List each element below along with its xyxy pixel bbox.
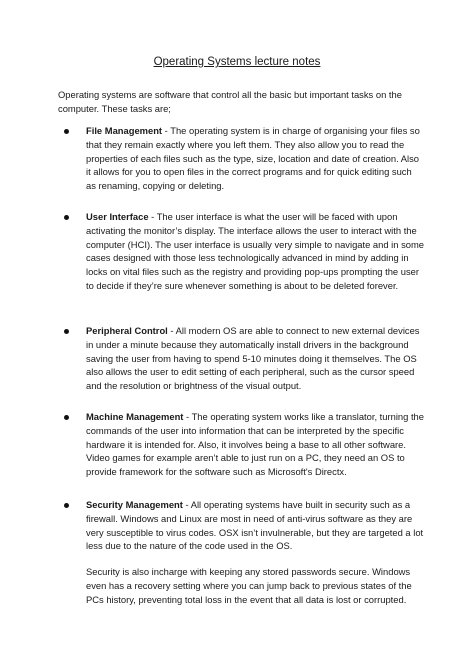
list-item-file-management xyxy=(64,124,424,193)
list-item-text xyxy=(86,498,424,553)
intro-paragraph: Operating systems are software that control all the basic but important tasks on the computer. These tasks are; xyxy=(58,89,402,114)
list-item-security-management xyxy=(64,498,424,607)
list-item-title: Peripheral Control xyxy=(86,325,168,336)
bullet-icon xyxy=(64,215,69,220)
list-item-body: - The user interface is what the user will be faced with upon activating the monitor’s display. The interface allows the user to interact with the computer (HCI). The user interface is usually very simple to navigate and in some cases designed with those less technologically advanced in mind by adding in locks on vital files such as the registry and providing pop-ups prompting the user to decide if they’re sure whenever something is about to be deleted forever. xyxy=(86,211,424,291)
list-item-title: User Interface xyxy=(86,211,149,222)
list-item-title: Machine Management xyxy=(86,411,184,422)
list-item-body: - The operating system works like a translator, turning the commands of the user into information that can be interpreted by the specific hardware it is intended for. Also, it involves being a base to all other software. Video games for example aren’t able to just run on a PC, they need an OS to provide framework for the software such as Microsoft's Directx. xyxy=(86,411,424,478)
page-title: Operating Systems lecture notes xyxy=(153,56,321,68)
bullet-icon xyxy=(64,415,69,420)
list-item-text xyxy=(86,410,424,479)
list-item-text xyxy=(86,210,424,293)
bullet-icon xyxy=(64,129,69,134)
list-item-machine-management xyxy=(64,410,424,479)
list-item-body: - The operating system is in charge of organising your files so that they remain exactly where you left them. They also allow you to read the properties of each files such as the type, size, location and date of creation. Also it allows for you to open files in the correct programs and for quick editing such as renaming, copying or deleting. xyxy=(86,125,420,192)
list-item-extra-paragraph: Security is also incharge with keeping any stored passwords secure. Windows even has a recovery setting where you can jump back to previous states of the PCs history, preventing total loss in the event that all data is lost or corrupted. xyxy=(86,566,412,605)
list-item-text xyxy=(86,324,424,393)
list-item-text xyxy=(86,124,424,193)
list-item-title: Security Management xyxy=(86,499,183,510)
list-item-body: - All operating systems have built in security such as a firewall. Windows and Linux are most in need of anti-virus software as they are very susceptible to virus codes. OSX isn’t invulnerable, but they are targeted a lot less due to the nature of the code used in the OS. xyxy=(86,499,424,552)
list-item-user-interface xyxy=(64,210,424,293)
bullet-icon xyxy=(64,329,69,334)
list-item-peripheral-control xyxy=(64,324,424,393)
bullet-icon xyxy=(64,503,69,508)
list-item-body: - All modern OS are able to connect to new external devices in under a minute because they automatically install drivers in the background saving the user from having to spend 5-10 minutes doing it themselves. The OS also allows the user to edit setting of each peripheral, such as the cursor speed and the resolution or brightness of the visual output. xyxy=(86,325,420,392)
list-item-title: File Management xyxy=(86,125,163,136)
